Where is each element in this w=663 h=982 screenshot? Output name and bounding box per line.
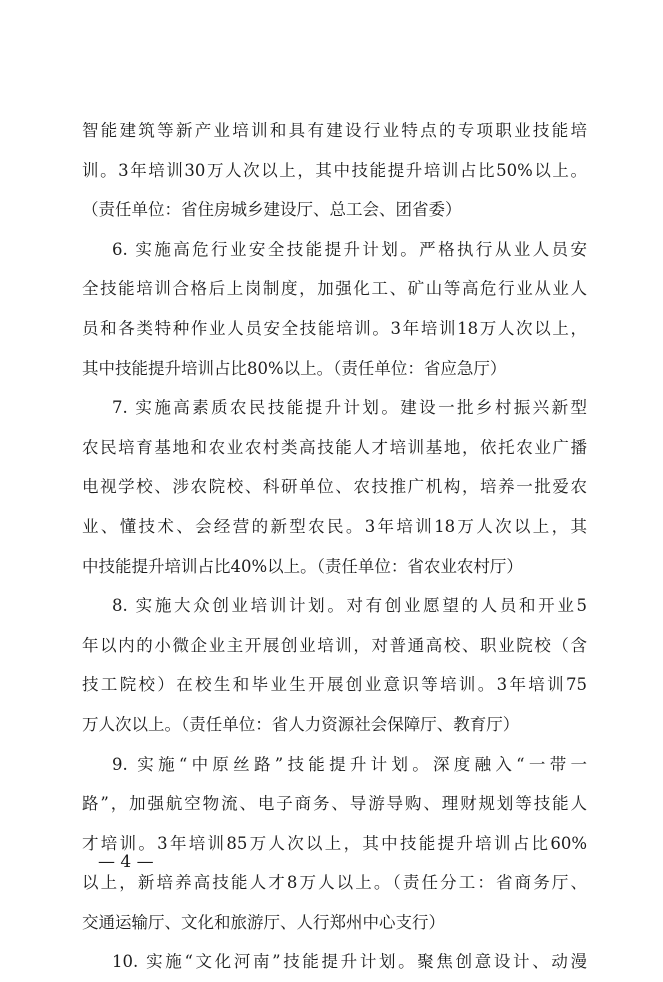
text-line: 才培训。3年培训85万人次以上，其中技能提升培训占比60%: [82, 833, 587, 853]
text-line: 全技能培训合格后上岗制度，加强化工、矿山等高危行业从业人: [82, 279, 587, 299]
page-number: — 4 —: [98, 852, 154, 872]
text-line: 年以内的小微企业主开展创业培训，对普通高校、职业院校（含: [82, 635, 587, 655]
text-line: 业、懂技术、会经营的新型农民。3年培训18万人次以上，其: [82, 516, 587, 536]
text-line: 其中技能提升培训占比80%以上。（责任单位：省应急厅）: [82, 358, 507, 378]
text-line: 农民培育基地和农业农村类高技能人才培训基地，依托农业广播: [82, 437, 587, 457]
paragraph-8-start: 8. 实施大众创业培训计划。对有创业愿望的人员和开业5: [112, 596, 587, 616]
paragraph-6-start: 6. 实施高危行业安全技能提升计划。严格执行从业人员安: [112, 239, 587, 259]
paragraph-9-start: 9. 实施“中原丝路”技能提升计划。深度融入“一带一: [112, 754, 587, 774]
text-line: 员和各类特种作业人员安全技能培训。3年培训18万人次以上，: [82, 318, 587, 338]
text-line: 交通运输厅、文化和旅游厅、人行郑州中心支行）: [82, 912, 445, 932]
text-line: 以上，新培养高技能人才8万人以上。（责任分工：省商务厅、: [82, 873, 587, 893]
text-line: （责任单位：省住房城乡建设厅、总工会、团省委）: [82, 200, 462, 220]
text-line: 训。3年培训30万人次以上，其中技能提升培训占比50%以上。: [82, 160, 587, 180]
paragraph-7-start: 7. 实施高素质农民技能提升计划。建设一批乡村振兴新型: [112, 398, 587, 418]
text-line: 中技能提升培训占比40%以上。（责任单位：省农业农村厅）: [82, 556, 523, 576]
text-line: 万人次以上。（责任单位：省人力资源社会保障厅、教育厅）: [82, 714, 520, 734]
text-line: 路”，加强航空物流、电子商务、导游导购、理财规划等技能人: [82, 794, 587, 814]
text-line: 技工院校）在校生和毕业生开展创业意识等培训。3年培训75: [82, 675, 587, 695]
text-line: 电视学校、涉农院校、科研单位、农技推广机构，培养一批爱农: [82, 477, 587, 497]
text-line: 智能建筑等新产业培训和具有建设行业特点的专项职业技能培: [82, 121, 587, 140]
paragraph-10-start: 10. 实施“文化河南”技能提升计划。聚焦创意设计、动漫: [112, 952, 587, 972]
body-text: [82, 111, 587, 982]
